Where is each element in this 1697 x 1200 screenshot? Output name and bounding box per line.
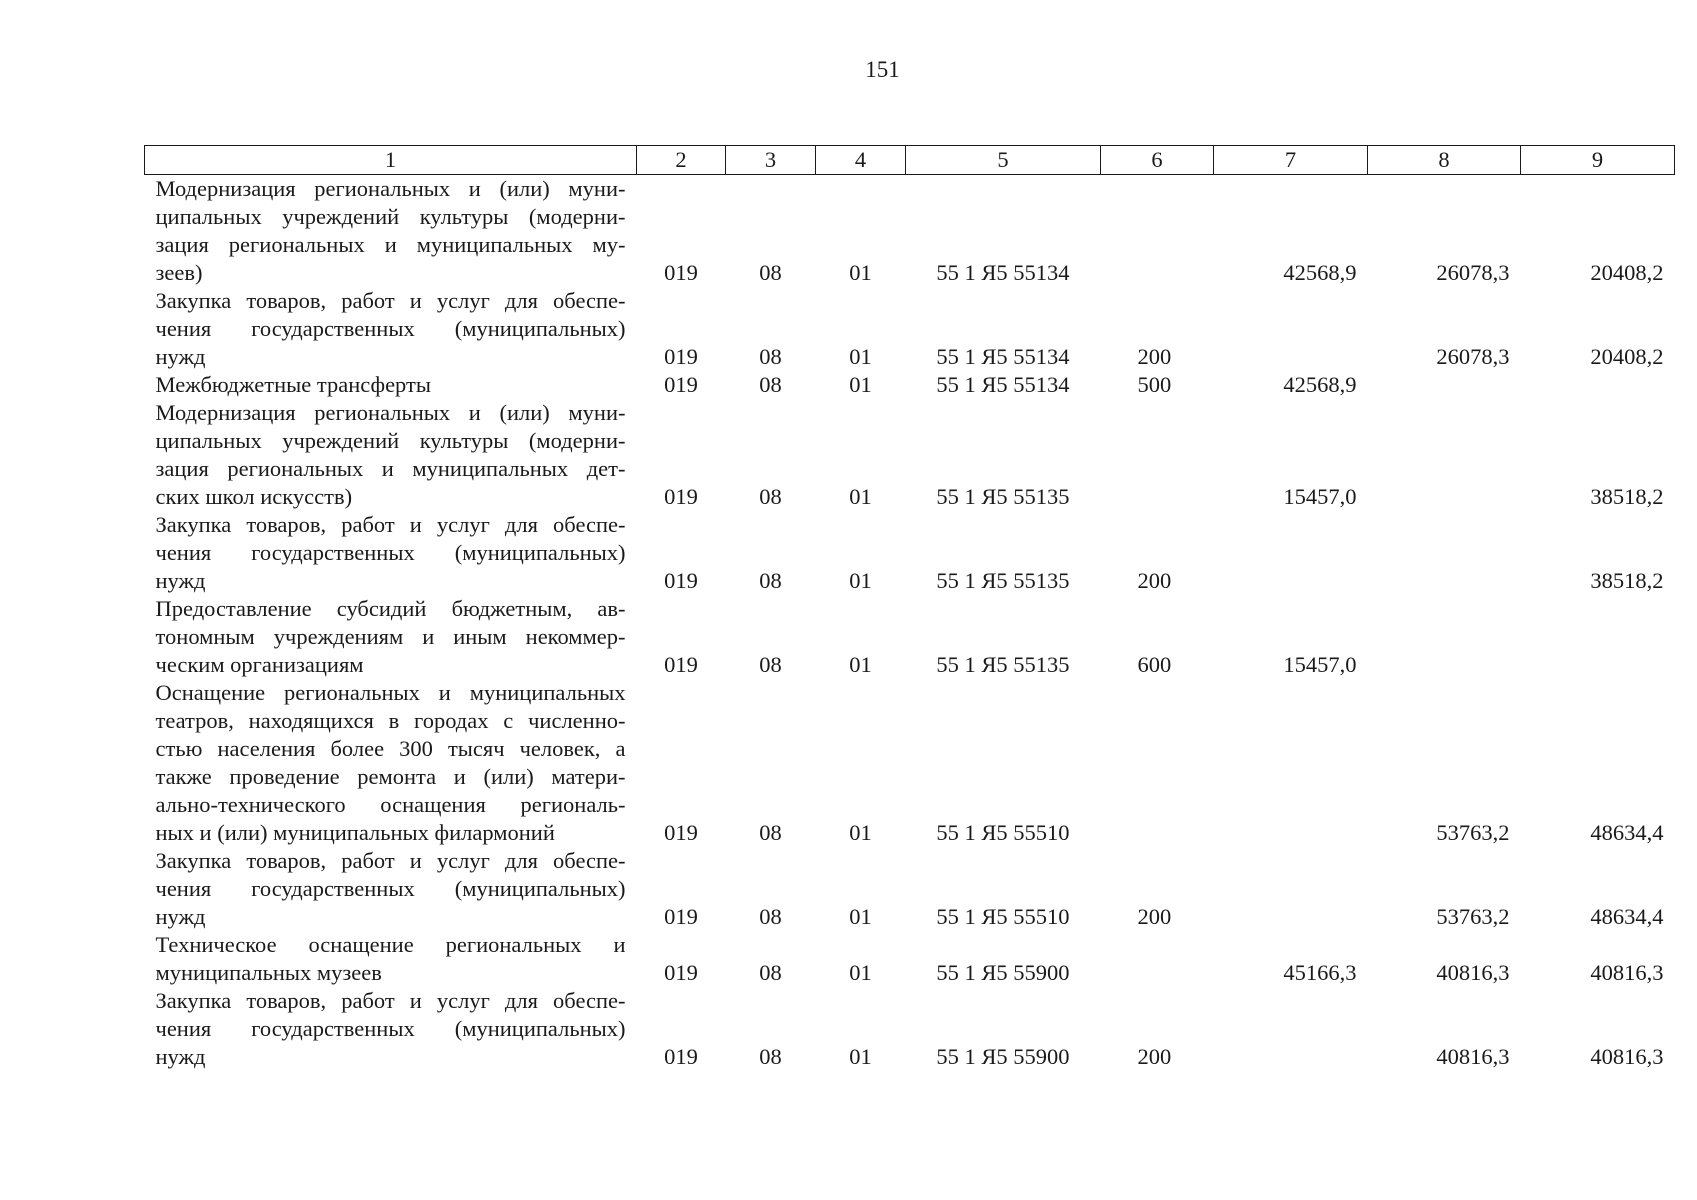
row-name-line: чения государственных (муниципальных) [155,316,626,341]
amount-col-9-cell: 20408,2 [1590,260,1664,285]
header-col-4: 4 [816,146,906,175]
expense-type-cell [1101,931,1214,987]
amount-col-7-cell [1214,287,1368,371]
table-row [145,987,1675,1071]
amount-col-8-cell: 26078,3 [1436,260,1510,285]
header-col-8: 8 [1368,146,1521,175]
row-name-line: зеев) [155,260,203,285]
expense-type-cell: 600 [1137,652,1172,677]
table-row [145,175,1675,288]
target-article-cell: 55 1 Я5 55134 [936,344,1070,369]
table-body [145,175,1675,1072]
amount-col-9-cell: 48634,4 [1590,904,1664,929]
row-name-line: ных и (или) муниципальных филармоний [155,820,555,845]
subsection-code-cell: 01 [849,904,872,929]
amount-col-7-cell: 15457,0 [1283,484,1357,509]
ministry-code-cell: 019 [664,652,698,677]
amount-col-7-cell: 42568,9 [1283,372,1357,397]
target-article-cell: 55 1 Я5 55510 [936,820,1070,845]
amount-col-8-cell: 26078,3 [1436,344,1510,369]
row-name-cell [145,595,637,679]
ministry-code-cell: 019 [664,484,698,509]
section-code-cell: 08 [759,652,782,677]
expense-type-cell: 200 [1137,904,1172,929]
amount-col-8-cell: 40816,3 [1436,1044,1510,1069]
row-name-line: ских школ искусств) [155,484,353,509]
header-row [145,146,1675,175]
ministry-code-cell: 019 [664,904,698,929]
subsection-code-cell: 01 [849,960,872,985]
row-name-line: Межбюджетные трансферты [155,372,431,397]
header-col-1: 1 [145,146,637,175]
table-row [145,847,1675,931]
expense-type-cell: 200 [1137,568,1172,593]
row-name-line: Закупка товаров, работ и услуг для обеспе- [155,288,626,313]
row-name-line: Техническое оснащение региональных и [155,932,626,957]
row-name-line: чения государственных (муниципальных) [155,540,626,565]
ministry-code-cell: 019 [664,372,698,397]
section-code-cell: 08 [759,820,782,845]
row-name-cell [145,287,637,371]
table-row [145,399,1675,511]
header-col-3: 3 [726,146,816,175]
section-code-cell: 08 [759,568,782,593]
header-col-2: 2 [637,146,726,175]
table-row [145,511,1675,595]
row-name-cell [145,399,637,511]
subsection-code-cell: 01 [849,652,872,677]
row-name-cell [145,371,637,399]
expense-type-cell [1101,399,1214,511]
row-name-cell [145,679,637,847]
section-code-cell: 08 [759,260,782,285]
table-header [145,146,1675,175]
subsection-code-cell: 01 [849,820,872,845]
ministry-code-cell: 019 [664,960,698,985]
ministry-code-cell: 019 [664,820,698,845]
expense-type-cell: 200 [1137,344,1172,369]
expense-type-cell [1101,175,1214,288]
ministry-code-cell: 019 [664,344,698,369]
row-name-line: ально-технического оснащения региональ- [155,792,626,817]
row-name-line: муниципальных музеев [155,960,382,985]
row-name-line: стью населения более 300 тысяч человек, а [155,736,626,761]
amount-col-7-cell: 42568,9 [1283,260,1357,285]
amount-col-7-cell [1214,847,1368,931]
row-name-line: Закупка товаров, работ и услуг для обеспе- [155,988,626,1013]
amount-col-8-cell: 53763,2 [1436,904,1510,929]
target-article-cell: 55 1 Я5 55900 [936,960,1070,985]
row-name-line: зация региональных и муниципальных дет- [155,456,626,481]
row-name-cell [145,511,637,595]
page-number: 151 [865,57,900,82]
row-name-line: Модернизация региональных и (или) муни- [155,176,626,201]
amount-col-9-cell [1521,371,1675,399]
ministry-code-cell: 019 [664,568,698,593]
amount-col-8-cell [1368,511,1521,595]
row-name-line: Закупка товаров, работ и услуг для обеспе- [155,512,626,537]
row-name-line: чения государственных (муниципальных) [155,876,626,901]
row-name-line: нужд [155,344,206,369]
amount-col-9-cell: 48634,4 [1590,820,1664,845]
amount-col-9-cell: 38518,2 [1590,484,1664,509]
amount-col-7-cell: 45166,3 [1283,960,1357,985]
amount-col-9-cell [1521,595,1675,679]
table-row [145,371,1675,399]
row-name-line: нужд [155,904,206,929]
target-article-cell: 55 1 Я5 55134 [936,372,1070,397]
amount-col-7-cell [1214,511,1368,595]
row-name-line: Закупка товаров, работ и услуг для обеспе- [155,848,626,873]
row-name-line: театров, находящихся в городах с численно- [155,708,626,733]
subsection-code-cell: 01 [849,484,872,509]
target-article-cell: 55 1 Я5 55135 [936,652,1070,677]
table-row [145,287,1675,371]
amount-col-9-cell: 40816,3 [1590,960,1664,985]
amount-col-8-cell [1368,595,1521,679]
subsection-code-cell: 01 [849,344,872,369]
row-name-line: тономным учреждениям и иным некоммер- [155,624,626,649]
row-name-line: Оснащение региональных и муниципальных [155,680,626,705]
header-col-7: 7 [1214,146,1368,175]
subsection-code-cell: 01 [849,260,872,285]
budget-table [144,145,1675,1071]
amount-col-7-cell [1214,679,1368,847]
row-name-cell [145,847,637,931]
header-col-6: 6 [1101,146,1214,175]
section-code-cell: 08 [759,960,782,985]
row-name-cell [145,987,637,1071]
amount-col-9-cell: 20408,2 [1590,344,1664,369]
amount-col-7-cell [1214,987,1368,1071]
amount-col-9-cell: 38518,2 [1590,568,1664,593]
target-article-cell: 55 1 Я5 55510 [936,904,1070,929]
target-article-cell: 55 1 Я5 55900 [936,1044,1070,1069]
amount-col-8-cell [1368,371,1521,399]
expense-type-cell: 500 [1137,372,1172,397]
amount-col-8-cell: 53763,2 [1436,820,1510,845]
table-row [145,679,1675,847]
amount-col-8-cell: 40816,3 [1436,960,1510,985]
amount-col-7-cell: 15457,0 [1283,652,1357,677]
ministry-code-cell: 019 [664,260,698,285]
subsection-code-cell: 01 [849,1044,872,1069]
section-code-cell: 08 [759,344,782,369]
row-name-line: Предоставление субсидий бюджетным, ав- [155,596,626,621]
row-name-cell [145,931,637,987]
row-name-line: ципальных учреждений культуры (модерни- [155,204,626,229]
row-name-cell [145,175,637,288]
expense-type-cell [1101,679,1214,847]
table-row [145,931,1675,987]
section-code-cell: 08 [759,1044,782,1069]
row-name-line: зация региональных и муниципальных му- [155,232,626,257]
subsection-code-cell: 01 [849,372,872,397]
header-col-9: 9 [1521,146,1675,175]
row-name-line: также проведение ремонта и (или) матери- [155,764,626,789]
target-article-cell: 55 1 Я5 55135 [936,568,1070,593]
section-code-cell: 08 [759,904,782,929]
ministry-code-cell: 019 [664,1044,698,1069]
row-name-line: нужд [155,568,206,593]
expense-type-cell: 200 [1137,1044,1172,1069]
row-name-line: ческим организациям [155,652,364,677]
row-name-line: Модернизация региональных и (или) муни- [155,400,626,425]
subsection-code-cell: 01 [849,568,872,593]
table-row [145,595,1675,679]
row-name-line: ципальных учреждений культуры (модерни- [155,428,626,453]
target-article-cell: 55 1 Я5 55134 [936,260,1070,285]
row-name-line: чения государственных (муниципальных) [155,1016,626,1041]
section-code-cell: 08 [759,372,782,397]
section-code-cell: 08 [759,484,782,509]
target-article-cell: 55 1 Я5 55135 [936,484,1070,509]
amount-col-9-cell: 40816,3 [1590,1044,1664,1069]
amount-col-8-cell [1368,399,1521,511]
header-col-5: 5 [906,146,1101,175]
row-name-line: нужд [155,1044,206,1069]
